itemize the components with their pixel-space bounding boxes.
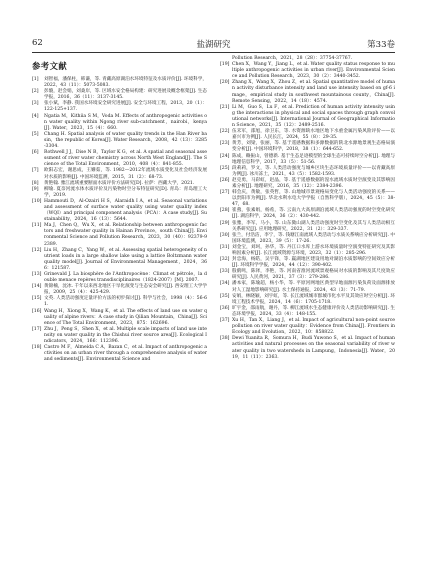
reference-text: 潘本家，陈瑜超，杨小华，等. 平原河网地区典型早地面源污染负荷及面源排放对人工湿地影响研究[J]. 水土保持通报，2024，43（3）：71-79. bbox=[232, 281, 395, 293]
reference-text: Wang H，Xiong X，Wang K，et al. The effects of land use on water quality of alpine rivers：A case study in Qilian Mountain，China[J]. Science of The Total Environment，2023，875：162696. bbox=[44, 308, 207, 326]
reference-text: 封忠海，杨皓，吴宇锋，等. 赢湖地区建设用地对湖泊水质影响的空间效应分析[J]. 环境科学学报，2024，44（12）：390-402. bbox=[232, 257, 395, 269]
reference-text: 伍禾军，邵旭，徐卫东，等. 水资源缺水地区地下水重金属污染风险评价——以嘉兴市为例[J]. 人民长江，2024，55（8）：29-35. bbox=[232, 129, 395, 141]
reference-text: Hammouti D，Al-Ozairi H S，Alaraidh I A，et al. Seasonal variations and assessment of surface water quality using water quality index（WQI）and principal component analysis（PCA）：A case study[J]. Sustainability，2024，16（13）：5644. bbox=[44, 198, 208, 223]
reference-item bbox=[220, 62, 395, 80]
reference-number: [7] bbox=[32, 168, 39, 174]
reference-item bbox=[220, 221, 395, 233]
reference-text: Dewi Yuanita R，Somura H，Budi Yuwono S，et al. Impact of human activities and natural processes on the seasonal variability of river water quality in two watersheds in Lampung，Indonesia[J]. Water，2019，11（11）：2363. bbox=[232, 336, 395, 360]
reference-text: Zhang X，Wang X，Zhou Z，et al. Spatial quantitative model of human activity disturbance intensity and land use intensity based on gf-6 image，empirical study in southwest mountainous county，China[J]. Remote Sensing，2022，14（18）：4574. bbox=[232, 80, 395, 104]
reference-item bbox=[220, 245, 395, 257]
reference-item bbox=[32, 168, 207, 180]
reference-continuation: Pollution Research，2021，28（28）：37754-37767. bbox=[232, 56, 353, 61]
reference-item bbox=[220, 129, 395, 141]
reference-number: [12] bbox=[32, 247, 42, 253]
reference-item bbox=[32, 296, 207, 308]
reference-item bbox=[220, 318, 395, 336]
reference-number: [32] bbox=[220, 257, 230, 263]
reference-number: [33] bbox=[220, 269, 230, 275]
reference-text: Xu H，Tan X，Liang J，et al. Impact of agricultural non-point source pollution on river water quality：Evidence from China[J]. Frontiers in Ecology and Evolution，2022，10：858822. bbox=[232, 318, 395, 336]
reference-text: Ngatia M，Kithiia S M，Voda M. Effects of anthropogenic activities on water quality within Ngong river sub-catchment，nairobi，kenya[J]. Water，2023，15（4）：660. bbox=[44, 113, 207, 131]
reference-text: Zhu J，Peng S，Shen X，et al. Multiple scale impacts of land use intensity on water quality in the Chishui river source area[J]. Ecological Indicators，2024，166：112396. bbox=[44, 326, 207, 345]
reference-number: [4] bbox=[32, 113, 39, 119]
reference-text: Li M，Guo S，Lu F，et al. Prediction of human activity intensity using the interactions in physical and social spaces through graph convolutional networks[J]. International Journal of Geographical Information Science，2021，35（12）：2489-2516. bbox=[232, 104, 395, 129]
reference-number: [34] bbox=[220, 281, 230, 287]
reference-text: 彭璇，赵会娟，刘桑岸，等. 区域水安全格局构建：研究进展及概念框架[J]. 生态学报，2016，36（11）：3137-3145. bbox=[44, 89, 207, 101]
reference-item bbox=[32, 132, 207, 150]
reference-text: Castro M F，Almeida C A，Bazan C，et al. Impact of anthropogenic activities on an urban river through a comprehensive analysis of water and sediments[J]. Environmental Science and bbox=[44, 345, 207, 363]
reference-item bbox=[32, 199, 207, 223]
reference-number: [29] bbox=[220, 220, 230, 226]
reference-number: [16] bbox=[32, 308, 42, 314]
right-column bbox=[220, 56, 395, 361]
reference-number: [13] bbox=[32, 272, 42, 277]
reference-number: [6] bbox=[32, 150, 39, 156]
reference-number: [31] bbox=[220, 244, 230, 250]
reference-number: [9] bbox=[32, 186, 39, 192]
reference-text: 刘金宝，刘珂，孙华，等. 丹江口水库上游水环境质量时空演变特征研究及其影响因素分析[J]. 长江流域资源与环境，2023，32（1）：285-296. bbox=[232, 244, 395, 256]
reference-item bbox=[220, 257, 395, 269]
reference-item bbox=[220, 306, 395, 318]
reference-item bbox=[220, 269, 395, 281]
reference-item bbox=[32, 272, 207, 284]
reference-number: [30] bbox=[220, 232, 230, 238]
reference-number: [19] bbox=[220, 62, 230, 68]
reference-number: [23] bbox=[220, 141, 230, 147]
reference-item bbox=[220, 154, 395, 166]
reference-item bbox=[32, 114, 207, 132]
reference-number: [11] bbox=[32, 223, 42, 229]
reference-text: 张兰，付浩洁，李宁，等. 钱塘江南流域人类活动与水质关系响应分析研究[J]. 中国环境监测，2023，39（5）：17-26. bbox=[232, 232, 395, 244]
reference-number: [1] bbox=[32, 77, 39, 82]
reference-item bbox=[220, 190, 395, 208]
reference-number: [5] bbox=[32, 131, 39, 137]
reference-item bbox=[32, 187, 207, 199]
reference-number: [3] bbox=[32, 101, 39, 107]
reference-item bbox=[32, 77, 207, 89]
reference-number: [24] bbox=[220, 153, 230, 159]
reference-item bbox=[220, 294, 395, 306]
page-number: 62 bbox=[32, 38, 43, 48]
reference-text: Liu H，Zhang C，Yang W，et al. Assessing spatial heterogeneity of nutrient loads in a large shallow lake using a lattice Boltzmann water quality model[J]. Journal of Environmental Management，2024，366：121587. bbox=[44, 247, 207, 271]
reference-item bbox=[32, 309, 207, 327]
reference-text: 黄艳翰. 雅江流域重要断面水质评价方法研究[D]. 拉萨：西藏大学，2021. bbox=[44, 180, 195, 186]
reference-item bbox=[220, 233, 395, 245]
reference-number: [37] bbox=[220, 318, 230, 324]
reference-number: [28] bbox=[220, 208, 230, 214]
reference-number: [21] bbox=[220, 104, 230, 110]
reference-text: 殷鹤鸣，陈铎，李艳，等. 河南省淮河流域景观格局对水质的影响及其尺度效应研究[J]. 人民黄河，2021，37（3）：279-286. bbox=[232, 269, 395, 281]
reference-item bbox=[220, 105, 395, 129]
reference-item bbox=[32, 150, 207, 168]
reference-number: [10] bbox=[32, 198, 42, 204]
reference-item bbox=[220, 141, 395, 153]
reference-text: 段莉莉，罗文，等. 人类活动强度与城乡区块生态环境质量评价——以青藏高原为例[J]. 冰川冻土，2021，43（5）：1582-1593. bbox=[232, 165, 395, 177]
reference-item bbox=[220, 281, 395, 293]
reference-number: [27] bbox=[220, 190, 230, 196]
reference-number: [38] bbox=[220, 336, 230, 342]
reference-number: [17] bbox=[32, 326, 42, 332]
reference-item bbox=[220, 80, 395, 104]
journal-name: 盐湖研究 bbox=[196, 40, 231, 50]
reference-list-right bbox=[220, 62, 395, 361]
reference-text: 柳瑜. 夏奈河流水体水质评价及污染物时空分布特征研究[D]. 青岛：青岛理工大学，2019. bbox=[44, 186, 207, 198]
reference-item bbox=[32, 101, 207, 113]
reference-text: 崔燕，张素娟，杨希，等. 云南九大高原湖泊流域人类活动强度的时空变化研究[J]. 湖泊科学，2024，36（2）：430-442. bbox=[232, 208, 395, 220]
reference-item bbox=[220, 166, 395, 178]
reference-number: [25] bbox=[220, 165, 230, 171]
reference-list-left bbox=[32, 77, 207, 363]
reference-item bbox=[220, 336, 395, 360]
reference-text: 旷宇金，邵雨航，谢丹，等. 柳江流域水生态健康评价及人类活动影响研究[J]. 生态环境学报，2024，33（4）：148-155. bbox=[232, 305, 395, 317]
reference-text: 黄芳，刘梁，张丽，等. 基于遥感数据和多源数据的陕北水源地景观生态格局演变分析[J]. 中国环境科学，2018，38（1）：644-652. bbox=[232, 141, 395, 153]
reference-text: 张雅，李军，马小，等. 山东微山湖人类活动强度时空变化及其与人类活动相互关系研究[J]. 应用地理研究，2022，31（2）：329-337. bbox=[232, 220, 395, 232]
reference-text: 安娟，林晓颖，刘宇虹，等. 长江流域城市群城市化水平及其效应时空分析[J]. 环境工程技术学报，2024，14（6）：1705-1718. bbox=[232, 293, 395, 305]
reference-item bbox=[32, 284, 207, 296]
reference-item bbox=[32, 345, 207, 363]
reference-text: 文英. 人类活动强度定量评价方法的初步探讨[J]. 科学与社会，1998（4）：56-61. bbox=[44, 296, 207, 308]
reference-item bbox=[220, 178, 395, 190]
reference-item bbox=[32, 327, 207, 345]
reference-item bbox=[32, 223, 207, 247]
reference-number: [20] bbox=[220, 80, 230, 86]
running-header bbox=[32, 38, 395, 52]
reference-number: [18] bbox=[32, 345, 42, 351]
reference-number: [8] bbox=[32, 180, 39, 186]
reference-text: Ma J，Chen Q，Wu X，et al. Relationship between anthropogenic factors and freshwater quality in Hainan Province，south China[J]. Environmental Science and Pollution Research，2023，30（40）：92379-92389. bbox=[44, 223, 207, 247]
volume-label: 第33卷 bbox=[367, 40, 395, 50]
reference-text: 张小斌，李静. 我国水环境安全研究进展[J]. 安全与环境工程，2013，20（1）：122-125+137. bbox=[44, 101, 207, 113]
reference-number: [36] bbox=[220, 305, 230, 311]
references-title: 参考文献 bbox=[32, 61, 68, 71]
header-rule bbox=[32, 52, 395, 53]
reference-number: [35] bbox=[220, 293, 230, 299]
reference-text: 陈成，赖振山，曾德新. 基于生态足迹模型的全球生态可持续时空分析[J]. 地理与地理信息科学，2017，33（5）：51-56. bbox=[232, 153, 395, 165]
reference-text: 欧阳志宏，谢思成，王姗茹，等. 1982—2012年流域水质变化及社会经济发展对水质的影响[J]. 中国环境监测，2015，31（2）：68-73. bbox=[44, 168, 207, 180]
reference-item bbox=[32, 89, 207, 101]
reference-text: Chang H. Spatial analysis of water quality trends in the Han River basin，the republic of Korea[J]. Water Research，2008，42（13）：3285-3304. bbox=[44, 131, 207, 150]
reference-text: Grinevald J. La biosphère de l'Anthropocène：Climat et pétrole，la double menace repères transdisciplinaires（1824-2007）[M]. 2007. bbox=[44, 272, 207, 284]
reference-text: 刘智福，潘保柱，韩谦，等. 青藏高原湖泊水环境特征及水质评价[J]. 环境科学，2022，43（11）：5073-5083. bbox=[44, 77, 207, 89]
reference-text: 赵克勇，马彩虹，赵晶，等. 基于遥感数据的湟水流域水质时空演变及其影响因素分析[J]. 地理研究，2016，35（12）：2384-2396. bbox=[232, 177, 395, 189]
reference-text: 韩会庆，黄敏，张英哲，等. 山地城市景观格局变化与人类活动强度的关系——以贵阳市为例[J]. 华北水利水电大学学报（自然科学版），2024，45（5）：38-47，68. bbox=[232, 190, 395, 208]
reference-number: [26] bbox=[220, 177, 230, 183]
reference-item bbox=[220, 208, 395, 220]
left-column bbox=[32, 60, 207, 363]
reference-number: [14] bbox=[32, 284, 42, 290]
reference-number: [2] bbox=[32, 89, 39, 95]
reference-number: [22] bbox=[220, 129, 230, 135]
reference-text: Chen X，Wang Y，Jiang L，et al. Water quality status response to multiple anthropogenic activities in urban river[J]. Environmental Science and Pollution Research，2023，30（2）：3440-3452. bbox=[232, 62, 395, 80]
reference-item bbox=[32, 248, 207, 272]
reference-text: Rothwell J J，Dise N B，Taylor K G，et al. A spatial and seasonal assessment of river water chemistry across North West England[J]. The Science of the Total Environment，2010，408（4）：841-855. bbox=[44, 150, 207, 168]
reference-number: [15] bbox=[32, 296, 42, 302]
reference-text: 黄锦楠，沈冰. 千年以来西北地区干旱化演变与生态安全研究[J]. 西安理工大学学报，2009，25（4）：425-429. bbox=[44, 284, 207, 296]
